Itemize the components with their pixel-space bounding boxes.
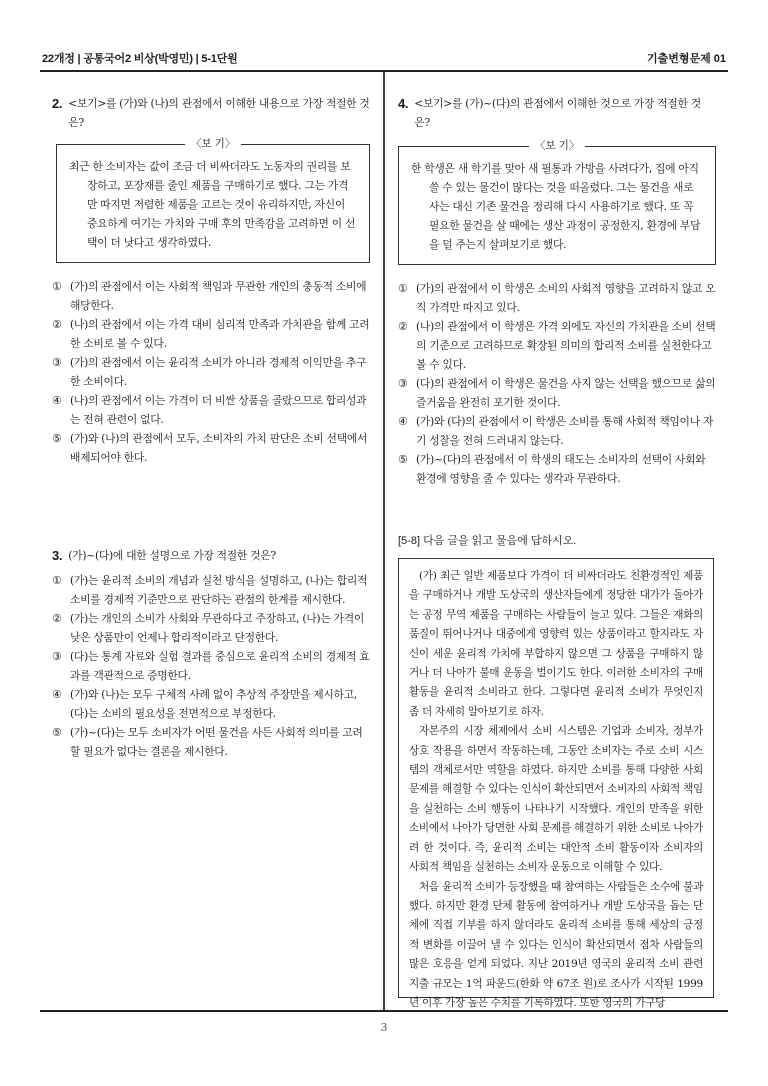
question-stem: (가)~(다)에 대한 설명으로 가장 적절한 것은? [68,549,276,562]
choice-1[interactable]: ① (가)의 관점에서 이 학생은 소비의 사회적 영향을 고려하지 않고 오직 가격만 따지고 있다. [398,282,716,314]
choice-4[interactable]: ④ (가)와 (다)의 관점에서 이 학생은 소비를 통해 사회적 책임이나 자기 성찰을 전혀 드러내지 않는다. [398,415,714,447]
reading-passage-box [398,558,714,1009]
choice-3[interactable]: ③ (가)의 관점에서 이는 윤리적 소비가 아니라 경제적 이익만을 추구한 소비이다. [52,356,367,388]
choice-3[interactable]: ③ (다)의 관점에서 이 학생은 물건을 사지 않는 선택을 했으므로 삶의 즐거움을 완전히 포기한 것이다. [398,377,716,409]
choice-2[interactable]: ② (가)는 개인의 소비가 사회와 무관하다고 주장하고, (나)는 가격이 낮은 상품만이 언제나 합리적이라고 단정한다. [52,612,364,644]
question-stem: <보기>를 (가)~(다)의 관점에서 이해한 것으로 가장 적절한 것은? [414,97,701,129]
passage-instruction: [5-8] 다음 글을 읽고 물음에 답하시오. [398,535,577,547]
choice-1[interactable]: ① (가)의 관점에서 이는 사회적 책임과 무관한 개인의 충동적 소비에 해당한다. [52,280,367,312]
question-number: 3. [52,548,63,563]
choice-4[interactable]: ④ (나)의 관점에서 이는 가격이 더 비싼 상품을 골랐으므로 합리성과는 전혀 관련이 없다. [52,394,367,426]
choice-5[interactable]: ⑤ (가)와 (나)의 관점에서 모두, 소비자의 가치 판단은 소비 선택에서 배제되어야 한다. [52,432,368,464]
passage-paragraph: (가) 최근 일반 제품보다 가격이 더 비싸더라도 친환경적인 제품을 구매하거나 개발 도상국의 생산자들에게 정당한 대가가 돌아가는 공정 무역 제품을 구매하는 사람들이 늘고 있다. 그들은 재화의 품질이 뛰어나거나 대중에게 영향력 있는 상품이라고 할지라도 자신이 세운 윤리적 가치에 부합하지 않으면 그 상품을 구매하지 않거나 더 나아가 불매 운동을 벌이기도 한다. 이러한 소비자의 구매 활동을 윤리적 소비라고 한다. 그렇다면 윤리적 소비가 무엇인지 좀 더 자세히 알아보기로 하자. [409,570,703,718]
passage-paragraph: 자본주의 시장 체제에서 소비 시스템은 기업과 소비자, 정부가 상호 작용을 하면서 작동하는데, 그동안 소비자는 주로 소비 시스템의 객체로서만 역할을 하였다. 하지만 소비를 통해 다양한 사회 문제를 해결할 수 있다는 인식이 확산되면서 소비자의 사회적 책임을 실천하는 소비 행동이 나타나기 시작했다. 개인의 만족을 위한 소비에서 나아가 당면한 사회 문제를 해결하기 위한 소비로 나아가려 한 것이다. 즉, 윤리적 소비는 대안적 소비 활동이자 소비자의 사회적 책임을 실천하는 소비자 운동으로 이해할 수 있다. [409,725,703,874]
question-4 [398,94,716,488]
answer-choices [52,277,370,467]
example-box [398,139,716,265]
choice-5[interactable]: ⑤ (가)~(다)는 모두 소비자가 어떤 물건을 사든 사회적 의미를 고려할 필요가 없다는 결론을 제시한다. [52,726,363,758]
question-number: 4. [398,96,409,111]
example-box-text: 한 학생은 새 학기를 맞아 새 필통과 가방을 사려다가, 집에 아직 쓸 수 있는 물건이 많다는 것을 떠올렸다. 그는 물건을 새로 사는 대신 기존 물건을 정리해 다시 사용하기로 했다. 또 꼭 필요한 물건을 살 때에는 생산 과정이 공정한지, 환경에 부담을 덜 주는지 살펴보기로 했다. [411,162,701,251]
question-3 [52,546,370,761]
question-stem: <보기>를 (가)와 (나)의 관점에서 이해한 내용으로 가장 적절한 것은? [68,97,370,129]
answer-choices [398,279,716,488]
footer-rule [40,1010,728,1012]
passage-paragraph: 처음 윤리적 소비가 등장했을 때 참여하는 사람들은 소수에 불과했다. 하지만 환경 단체 활동에 참여하거나 개발 도상국을 돕는 단체에 직접 기부를 하지 않더라도 윤리적 소비를 통해 세상의 긍정적 변화를 이끌어 낼 수 있다는 인식이 확산되면서 점차 사람들의 많은 호응을 얻게 되었다. 지난 2019년 영국의 윤리적 소비 관련 지출 규모는 1억 파운드(한화 약 67조 원)로 조사가 시작된 1999년 이후 가장 높은 수치를 기록하였다. 또한 영국의 가구당 [409,880,703,1009]
header-worksheet-title: 기출변형문제 01 [646,53,726,65]
column-divider [383,72,385,1010]
page-number: 3 [380,1021,388,1034]
question-number: 2. [52,96,63,111]
example-box-title: 〈보 기〉 [529,139,585,152]
choice-5[interactable]: ⑤ (가)~(다)의 관점에서 이 학생의 태도는 소비자의 선택이 사회와 환경에 영향을 줄 수 있다는 생각과 무관하다. [398,453,706,485]
choice-2[interactable]: ② (나)의 관점에서 이 학생은 가격 외에도 자신의 가치관을 소비 선택의 기준으로 고려하므로 확장된 의미의 합리적 소비를 실천한다고 볼 수 있다. [398,320,716,371]
choice-3[interactable]: ③ (다)는 통계 자료와 실험 결과를 중심으로 윤리적 소비의 경제적 효과를 객관적으로 증명한다. [52,650,370,682]
example-box-title: 〈보 기〉 [185,137,241,150]
answer-choices [52,571,370,761]
choice-4[interactable]: ④ (가)와 (나)는 모두 구체적 사례 없이 추상적 주장만을 제시하고, (다)는 소비의 필요성을 전면적으로 부정한다. [52,688,357,720]
choice-1[interactable]: ① (가)는 윤리적 소비의 개념과 실천 방식을 설명하고, (나)는 합리적 소비를 경제적 기준만으로 판단하는 관점의 한계를 제시한다. [52,574,368,606]
example-box-text: 최근 한 소비자는 값이 조금 더 비싸더라도 노동자의 권리를 보장하고, 포장재를 줄인 제품을 구매하기로 했다. 그는 가격만 따지면 저렴한 제품을 고르는 것이 유리하지만, 자신이 중요하게 여기는 가치와 구매 후의 만족감을 고려하면 이 선택이 더 낫다고 생각하였다. [69,160,356,249]
question-2 [52,94,370,467]
example-box [56,137,370,263]
header-course-info: 22개정 | 공통국어2 비상(박영민) | 5-1단원 [42,53,238,65]
choice-2[interactable]: ② (나)의 관점에서 이는 가격 대비 심리적 만족과 가치관을 함께 고려한 소비로 볼 수 있다. [52,318,370,350]
